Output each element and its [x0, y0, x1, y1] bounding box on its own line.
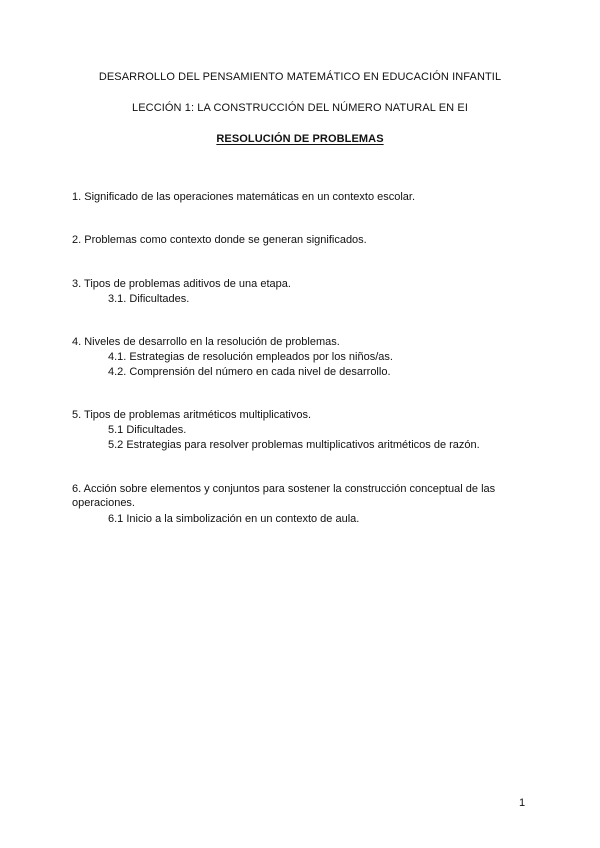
list-item: 1. Significado de las operaciones matemáticas en un contexto escolar.: [72, 191, 416, 203]
list-subitem: 4.2. Comprensión del número en cada nivel de desarrollo.: [108, 366, 391, 378]
list-item: 2. Problemas como contexto donde se generan significados.: [72, 234, 367, 246]
lesson-title: LECCIÓN 1: LA CONSTRUCCIÓN DEL NÚMERO NATURAL EN EI: [132, 102, 468, 114]
list-item: 5. Tipos de problemas aritméticos multiplicativos.: [72, 409, 312, 421]
list-item: 6. Acción sobre elementos y conjuntos para sostener la construcción conceptual de las operaciones.: [72, 483, 496, 509]
list-subitem: 4.1. Estrategias de resolución empleados por los niños/as.: [108, 351, 393, 363]
list-subitem: 5.1 Dificultades.: [108, 424, 187, 436]
list-item: 3. Tipos de problemas aditivos de una etapa.: [72, 278, 291, 290]
section-title: RESOLUCIÓN DE PROBLEMAS: [216, 133, 384, 145]
page-number: 1: [519, 797, 526, 809]
list-item: 4. Niveles de desarrollo en la resolución de problemas.: [72, 336, 340, 348]
list-subitem: 6.1 Inicio a la simbolización en un contexto de aula.: [108, 513, 360, 525]
course-title: DESARROLLO DEL PENSAMIENTO MATEMÁTICO EN EDUCACIÓN INFANTIL: [98, 71, 502, 83]
list-subitem: 5.2 Estrategias para resolver problemas multiplicativos aritméticos de razón.: [108, 439, 480, 451]
list-subitem: 3.1. Dificultades.: [108, 293, 190, 305]
